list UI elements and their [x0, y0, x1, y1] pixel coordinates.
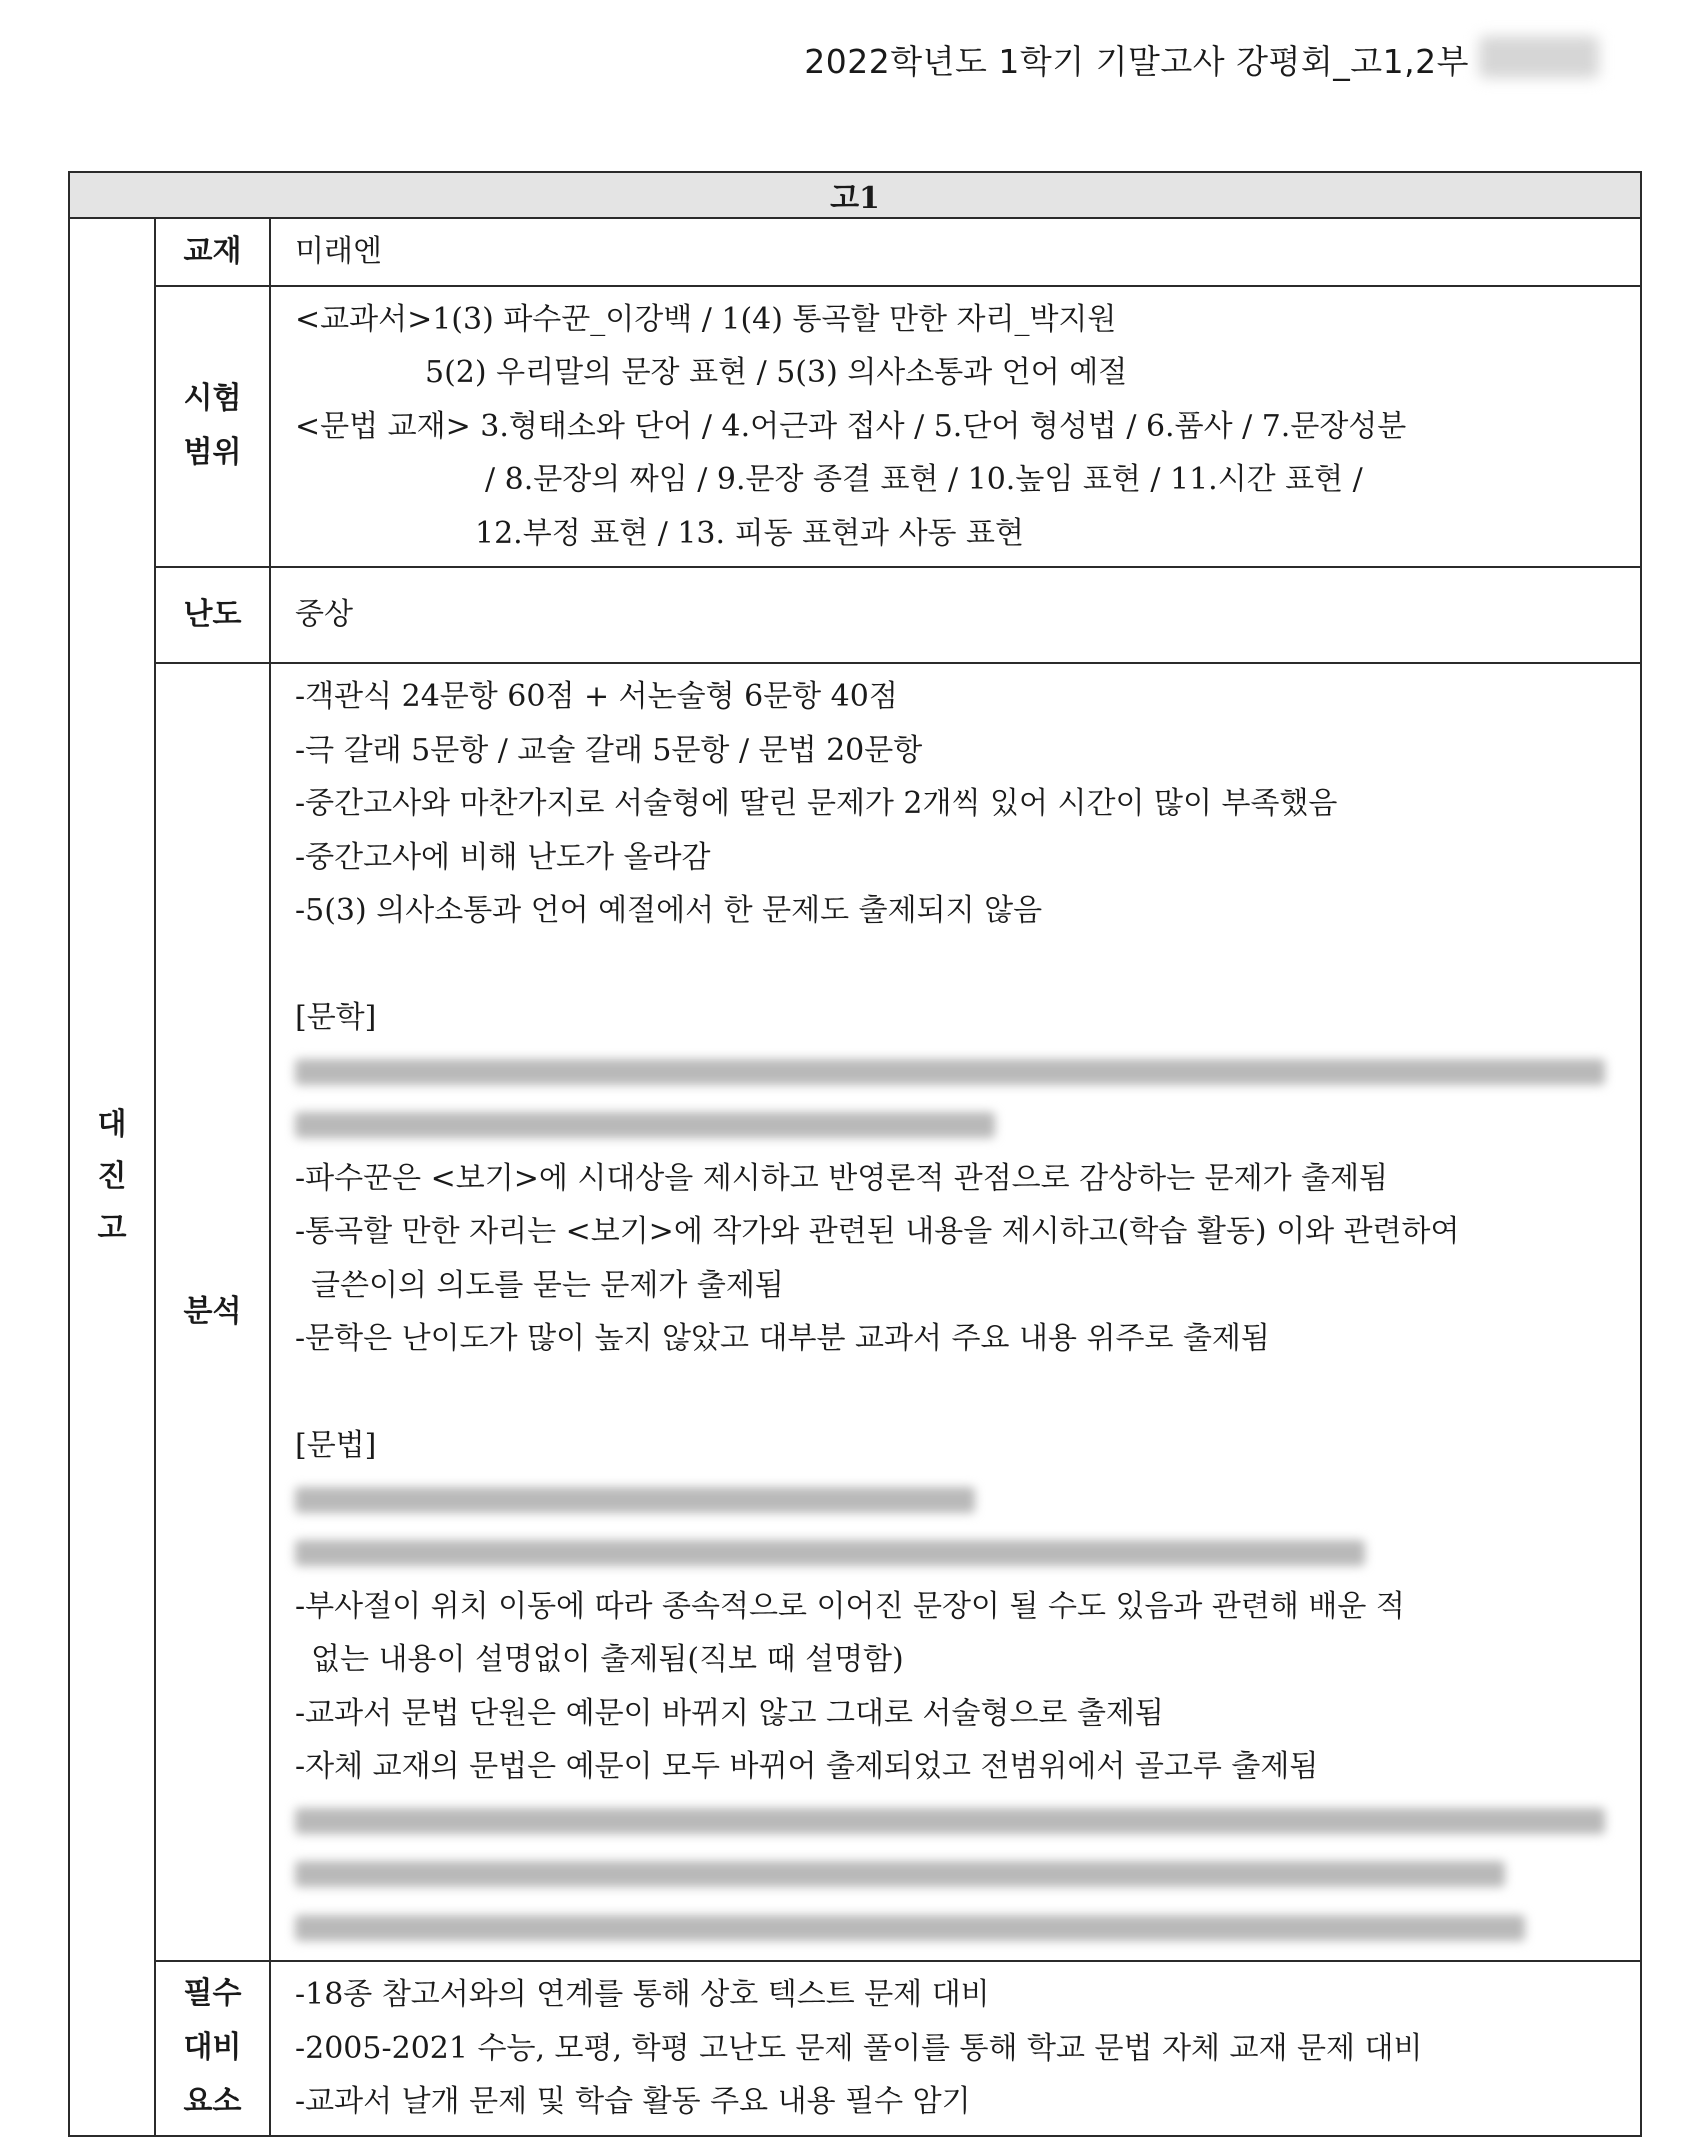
- analysis-line: -중간고사와 마찬가지로 서술형에 딸린 문제가 2개씩 있어 시간이 많이 부족했음: [295, 786, 1338, 821]
- analysis-content: [270, 663, 1641, 1961]
- redacted-line: [295, 1794, 1620, 1848]
- range-line: 12.부정 표현 / 13. 피동 표현과 사동 표현: [475, 515, 1025, 551]
- difficulty-value: 중상: [270, 567, 1641, 663]
- analysis-line: -중간고사에 비해 난도가 올라감: [295, 839, 711, 875]
- grammar-line: -자체 교재의 문법은 예문이 모두 바뀌어 출제되었고 전범위에서 골고루 출제됨: [295, 1749, 1319, 1784]
- redacted-author-name: [1479, 36, 1599, 78]
- literature-line: -문학은 난이도가 많이 높지 않았고 대부분 교과서 주요 내용 위주로 출제됨: [295, 1321, 1270, 1356]
- textbook-value: 미래엔: [270, 218, 1641, 286]
- literature-line: 글쓴이의 의도를 묻는 문제가 출제됨: [311, 1267, 784, 1303]
- range-line: <문법 교재> 3.형태소와 단어 / 4.어근과 접사 / 5.단어 형성법 / 6.품사 / 7.문장성분: [295, 408, 1407, 444]
- essentials-line: -교과서 날개 문제 및 학습 활동 주요 내용 필수 암기: [295, 2084, 971, 2119]
- grammar-line: -교과서 문법 단원은 예문이 바뀌지 않고 그대로 서술형으로 출제됨: [295, 1695, 1164, 1731]
- table-header: 고1: [69, 172, 1641, 218]
- exam-review-table: [68, 171, 1642, 2137]
- range-line: / 8.문장의 짜임 / 9.문장 종결 표현 / 10.높임 표현 / 11.시간 표현 /: [485, 462, 1363, 497]
- grammar-line: 없는 내용이 설명없이 출제됨(직보 때 설명함): [311, 1642, 904, 1677]
- literature-line: -통곡할 만한 자리는 <보기>에 작가와 관련된 내용을 제시하고(학습 활동) 이와 관련하여: [295, 1214, 1460, 1249]
- essentials-line: -18종 참고서와의 연계를 통해 상호 텍스트 문제 대비: [295, 1977, 990, 2012]
- essentials-content: [270, 1961, 1641, 2136]
- range-label: 시험 범위: [155, 286, 270, 568]
- document-title: 2022학년도 1학기 기말고사 강평회_고1,2부: [804, 42, 1469, 81]
- range-line: <교과서>1(3) 파수꾼_이강백 / 1(4) 통곡할 만한 자리_박지원: [295, 301, 1117, 337]
- literature-heading: [문학]: [295, 1000, 377, 1035]
- redacted-line: [295, 1901, 1620, 1955]
- difficulty-label: 난도: [155, 567, 270, 663]
- redacted-line: [295, 1526, 1620, 1580]
- redacted-line: [295, 1473, 1620, 1527]
- textbook-label: 교재: [155, 218, 270, 286]
- analysis-line: -객관식 24문항 60점 + 서논술형 6문항 40점: [295, 679, 898, 714]
- redacted-line: [295, 1847, 1620, 1901]
- grammar-heading: [문법]: [295, 1428, 377, 1463]
- analysis-label: 분석: [155, 663, 270, 1961]
- essentials-line: -2005-2021 수능, 모평, 학평 고난도 문제 풀이를 통해 학교 문법 자체 교재 문제 대비: [295, 2030, 1423, 2066]
- literature-line: -파수꾼은 <보기>에 시대상을 제시하고 반영론적 관점으로 감상하는 문제가 출제됨: [295, 1160, 1389, 1196]
- analysis-line: -5(3) 의사소통과 언어 예절에서 한 문제도 출제되지 않음: [295, 893, 1043, 928]
- essentials-label: 필수 대비 요소: [155, 1961, 270, 2136]
- range-content: [270, 286, 1641, 568]
- school-label: 대 진 고: [69, 218, 155, 2136]
- analysis-line: -극 갈래 5문항 / 교술 갈래 5문항 / 문법 20문항: [295, 732, 923, 768]
- range-line: 5(2) 우리말의 문장 표현 / 5(3) 의사소통과 언어 예절: [425, 355, 1128, 390]
- redacted-line: [295, 1045, 1620, 1099]
- redacted-line: [295, 1098, 1620, 1152]
- grammar-line: -부사절이 위치 이동에 따라 종속적으로 이어진 문장이 될 수도 있음과 관련해 배운 적: [295, 1588, 1405, 1624]
